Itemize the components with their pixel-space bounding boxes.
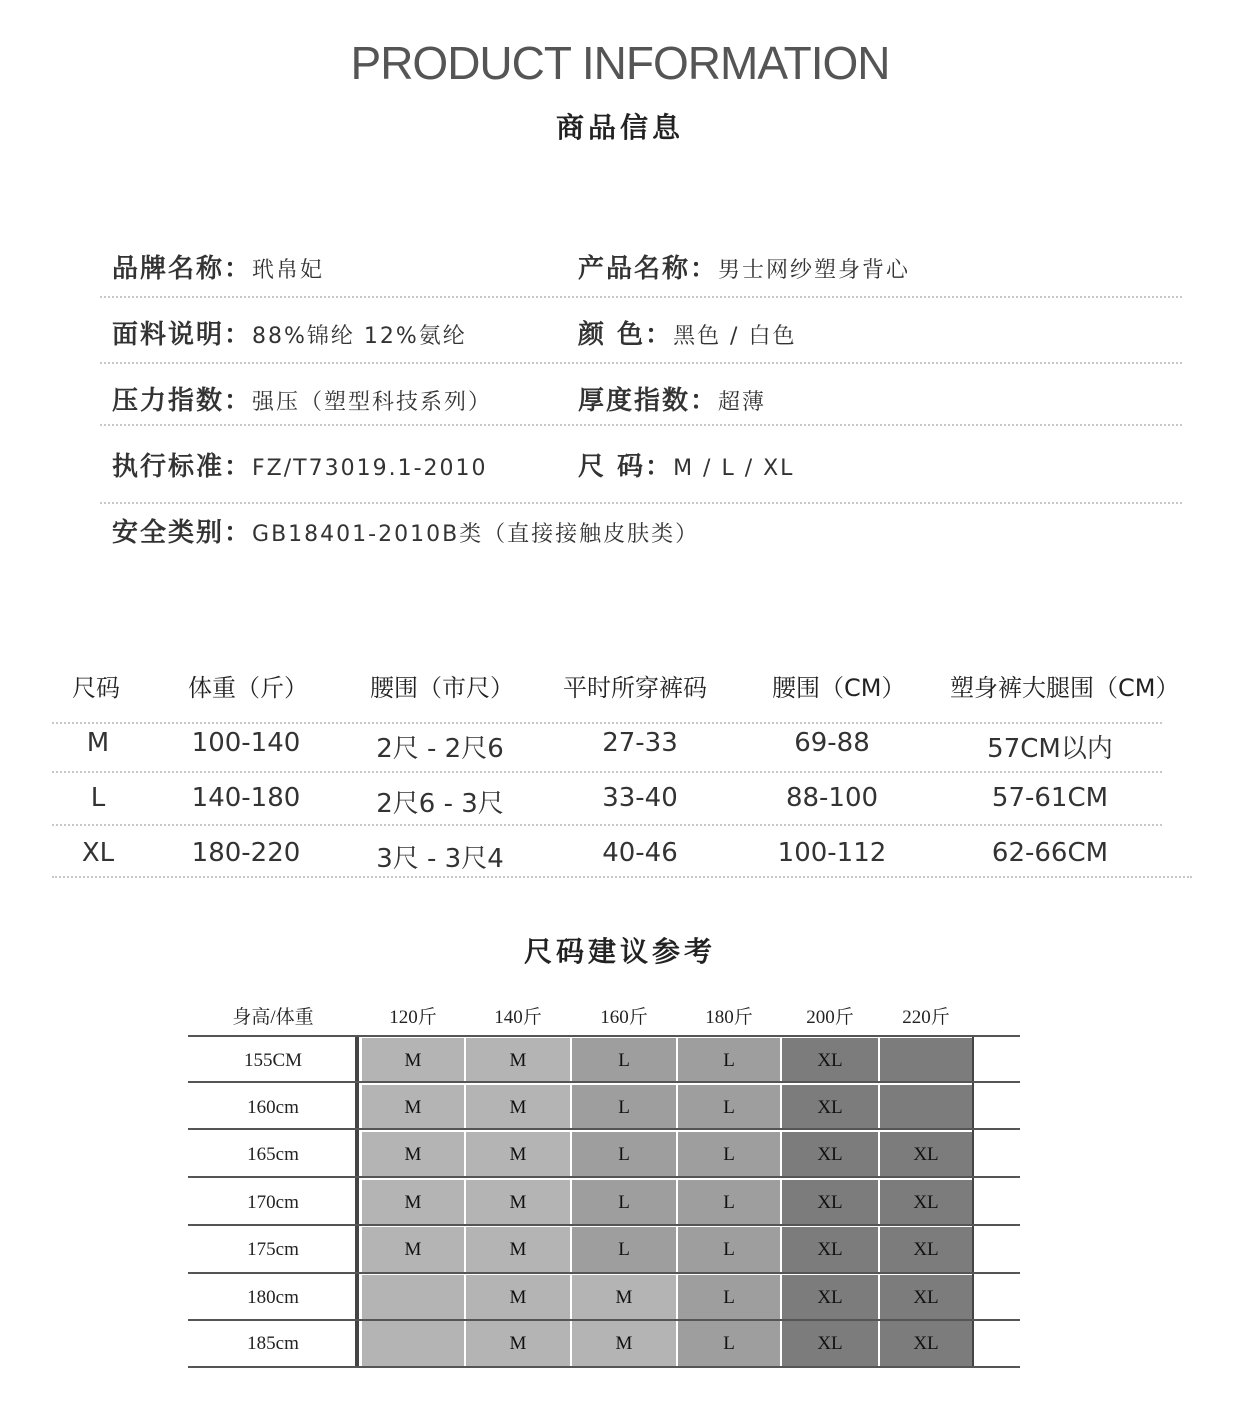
size-table-cell: 100-112 — [777, 838, 887, 868]
grid-cell — [880, 1085, 972, 1130]
grid-row-line — [188, 1035, 1020, 1037]
info-value: 88%锦纶 12%氨纶 — [252, 324, 467, 349]
grid-weight-header: 120斤 — [389, 1007, 437, 1028]
size-table-header: 尺码 — [72, 674, 120, 702]
grid-height-label: 170cm — [247, 1192, 299, 1213]
info-item-right — [578, 314, 796, 351]
grid-cell: M — [362, 1038, 464, 1083]
grid-cell: L — [572, 1180, 676, 1225]
info-value: 男士网纱塑身背心 — [718, 258, 911, 283]
grid-cell: L — [678, 1038, 780, 1083]
size-table-cell: 2尺 - 2尺6 — [376, 734, 504, 764]
info-item-right — [578, 380, 766, 417]
info-value: FZ/T73019.1-2010 — [252, 456, 488, 481]
page-title-en: PRODUCT INFORMATION — [350, 37, 890, 89]
size-table-cell: 88-100 — [785, 783, 879, 813]
info-item-left — [112, 446, 488, 483]
grid-cell: M — [362, 1227, 464, 1272]
info-item-right — [578, 446, 794, 483]
grid-height-label: 155CM — [243, 1050, 303, 1071]
info-value: 超薄 — [718, 390, 767, 415]
size-table-cell: 3尺 - 3尺4 — [376, 844, 504, 874]
grid-row-line — [188, 1366, 1020, 1368]
grid-cell: L — [678, 1180, 780, 1225]
size-table-header: 体重（斤） — [188, 674, 308, 702]
grid-cell: M — [572, 1275, 676, 1320]
info-item-left — [112, 248, 324, 285]
grid-height-label: 175cm — [247, 1239, 299, 1260]
grid-cell: XL — [880, 1321, 972, 1366]
info-value: 强压（塑型科技系列） — [252, 390, 493, 415]
grid-cell — [362, 1275, 464, 1320]
size-table-cell: 100-140 — [191, 728, 301, 758]
info-item-left — [112, 380, 492, 417]
size-table-cell: L — [90, 783, 106, 813]
grid-cell: L — [572, 1132, 676, 1177]
grid-cell: L — [572, 1038, 676, 1083]
grid-cell: XL — [782, 1038, 878, 1083]
size-table-cell: 140-180 — [191, 783, 301, 813]
info-label: 厚度指数： — [578, 386, 719, 416]
grid-cell: XL — [782, 1227, 878, 1272]
divider — [100, 362, 1182, 364]
page-title-cn: 商品信息 — [555, 111, 684, 144]
grid-weight-header: 140斤 — [494, 1007, 542, 1028]
grid-cell: M — [466, 1038, 570, 1083]
info-value: M / L / XL — [673, 456, 795, 481]
grid-cell: M — [466, 1180, 570, 1225]
grid-cell: XL — [880, 1180, 972, 1225]
grid-cell: L — [572, 1227, 676, 1272]
grid-cell: XL — [782, 1085, 878, 1130]
size-table-header: 平时所穿裤码 — [563, 674, 707, 702]
grid-cell: L — [678, 1132, 780, 1177]
size-table-cell: 62-66CM — [991, 838, 1109, 868]
grid-weight-header: 220斤 — [902, 1007, 950, 1028]
grid-cell: M — [362, 1085, 464, 1130]
divider — [100, 296, 1182, 298]
grid-cell: M — [466, 1227, 570, 1272]
size-table-cell: 33-40 — [602, 783, 678, 813]
grid-cell: XL — [782, 1132, 878, 1177]
grid-height-label: 180cm — [247, 1287, 299, 1308]
info-label: 颜 色： — [578, 320, 674, 350]
divider — [52, 824, 1162, 826]
divider — [100, 424, 1182, 426]
grid-cell — [880, 1038, 972, 1083]
size-table-cell: 40-46 — [602, 838, 678, 868]
size-table-cell: 2尺6 - 3尺 — [376, 789, 504, 819]
info-label: 安全类别： — [112, 518, 253, 548]
info-label: 产品名称： — [578, 254, 719, 284]
info-row — [100, 248, 1182, 314]
grid-cell: L — [572, 1085, 676, 1130]
grid-cell: M — [362, 1180, 464, 1225]
grid-cell: L — [678, 1275, 780, 1320]
grid-row-line — [188, 1319, 1020, 1321]
size-table-cell: XL — [81, 838, 115, 868]
size-recommend-title: 尺码建议参考 — [523, 935, 716, 968]
size-table-header: 腰围（市尺） — [370, 674, 514, 702]
grid-row-line — [188, 1176, 1020, 1178]
grid-cell: L — [678, 1227, 780, 1272]
size-table-header: 腰围（CM） — [772, 674, 906, 702]
size-table-cell: 69-88 — [794, 728, 870, 758]
grid-cell: M — [466, 1321, 570, 1366]
info-row — [100, 380, 1182, 446]
divider — [52, 876, 1192, 878]
grid-corner-label: 身高/体重 — [232, 1007, 314, 1028]
grid-cell: M — [466, 1132, 570, 1177]
info-value: 黑色 / 白色 — [673, 324, 797, 349]
grid-cell: L — [678, 1321, 780, 1366]
grid-height-label: 165cm — [247, 1144, 299, 1165]
size-table-header: 塑身裤大腿围（CM） — [950, 674, 1180, 702]
grid-cell: XL — [880, 1132, 972, 1177]
grid-cell: XL — [880, 1227, 972, 1272]
grid-weight-header: 160斤 — [600, 1007, 648, 1028]
grid-cell: L — [678, 1085, 780, 1130]
info-label: 尺 码： — [578, 452, 674, 482]
grid-cell: XL — [782, 1275, 878, 1320]
info-row — [100, 512, 1182, 578]
info-label: 品牌名称： — [112, 254, 253, 284]
info-value: GB18401-2010B类（直接接触皮肤类） — [252, 522, 700, 547]
grid-cell: XL — [880, 1275, 972, 1320]
info-row — [100, 314, 1182, 380]
grid-weight-header: 200斤 — [806, 1007, 854, 1028]
info-item-right — [578, 248, 910, 285]
grid-weight-header: 180斤 — [705, 1007, 753, 1028]
divider — [100, 502, 1182, 504]
size-table-cell: 57-61CM — [991, 783, 1109, 813]
grid-row-line — [188, 1224, 1020, 1226]
grid-row-line — [188, 1272, 1020, 1274]
grid-cell: XL — [782, 1180, 878, 1225]
divider — [52, 722, 1162, 724]
info-label: 面料说明： — [112, 320, 253, 350]
grid-cell: M — [466, 1085, 570, 1130]
grid-cell: XL — [782, 1321, 878, 1366]
info-value: 玳帛妃 — [252, 258, 325, 283]
grid-row-line — [188, 1081, 1020, 1083]
grid-cell: M — [362, 1132, 464, 1177]
grid-row-line — [188, 1128, 1020, 1130]
size-table-cell: 27-33 — [602, 728, 678, 758]
info-item-left — [112, 512, 699, 549]
grid-cell: M — [572, 1321, 676, 1366]
info-label: 执行标准： — [112, 452, 253, 482]
size-table-cell: M — [86, 728, 110, 758]
grid-height-label: 160cm — [247, 1097, 299, 1118]
grid-cell — [362, 1321, 464, 1366]
divider — [52, 771, 1162, 773]
size-table-cell: 57CM以内 — [987, 734, 1113, 764]
grid-height-label: 185cm — [247, 1333, 299, 1354]
size-table-cell: 180-220 — [191, 838, 301, 868]
info-label: 压力指数： — [112, 386, 253, 416]
grid-cell: M — [466, 1275, 570, 1320]
info-item-left — [112, 314, 467, 351]
